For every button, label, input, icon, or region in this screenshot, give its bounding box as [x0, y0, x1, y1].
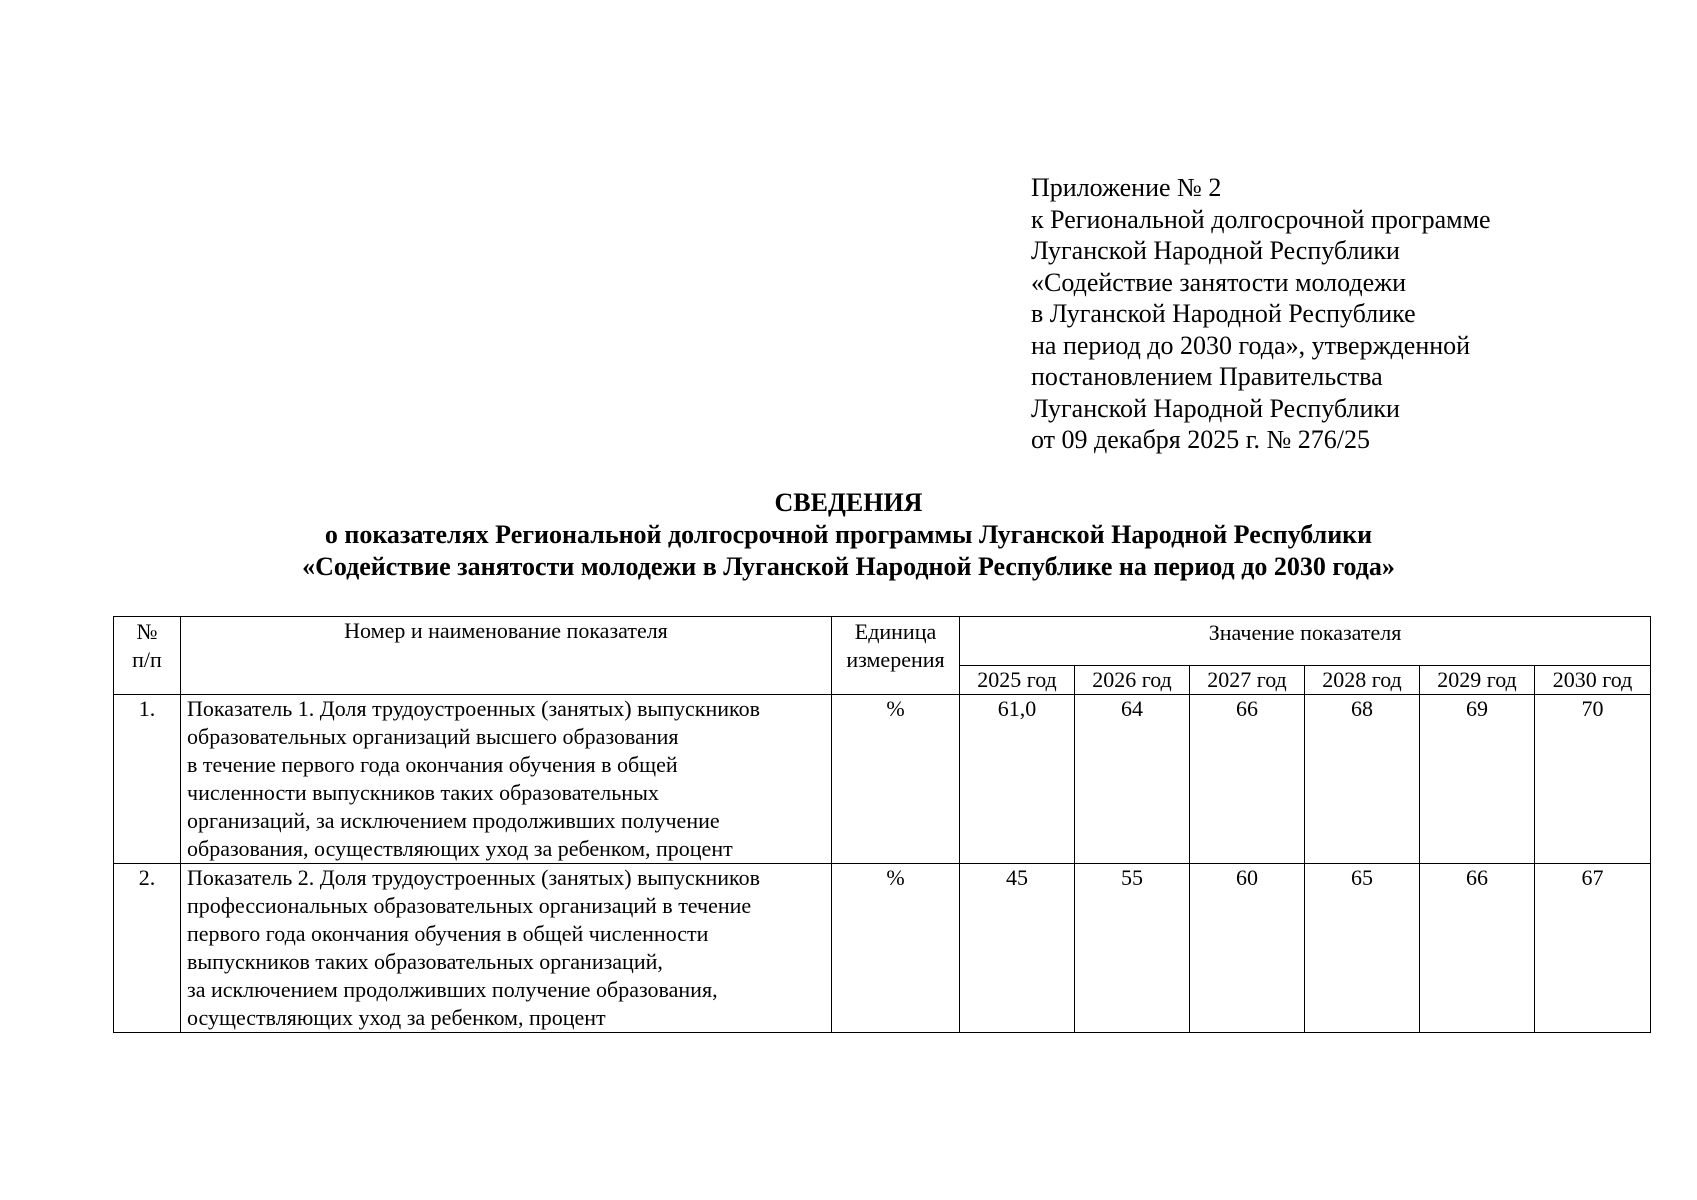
appendix-line: Луганской Народной Республики	[1031, 393, 1400, 423]
table-row	[114, 695, 1651, 864]
indicator-name-line: осуществляющих уход за ребенком, процент	[187, 1005, 606, 1030]
appendix-line: от 09 декабря 2025 г. № 276/25	[1031, 425, 1371, 454]
row-value-2029: 69	[1420, 695, 1535, 864]
header-year: 2027 год	[1190, 666, 1305, 695]
row-value-2025: 61,0	[960, 695, 1075, 864]
appendix-note	[1031, 172, 1491, 456]
document-subtitle-line: о показателях Региональной долгосрочной программы Луганской Народной Республики	[324, 520, 1373, 549]
row-value-2028: 65	[1305, 864, 1420, 1033]
indicator-name-line: Показатель 2. Доля трудоустроенных (занятых) выпускников	[187, 865, 760, 890]
header-year: 2026 год	[1075, 666, 1190, 695]
row-indicator-name	[181, 864, 832, 1033]
appendix-line: на период до 2030 года», утвержденной	[1031, 330, 1471, 360]
appendix-line: «Содействие занятости молодежи	[1031, 267, 1407, 297]
row-unit: %	[832, 695, 960, 864]
appendix-line: к Региональной долгосрочной программе	[1031, 204, 1491, 234]
indicator-name-line: образования, осуществляющих уход за ребенком, процент	[187, 836, 733, 861]
indicator-name-line: за исключением продолживших получение образования,	[187, 977, 718, 1002]
appendix-line: Приложение № 2	[1031, 173, 1222, 202]
row-value-2025: 45	[960, 864, 1075, 1033]
header-unit-line1: Единица	[854, 619, 937, 644]
row-value-2026: 55	[1075, 864, 1190, 1033]
header-year: 2025 год	[960, 666, 1075, 695]
indicator-name-line: выпускников таких образовательных организаций,	[187, 949, 663, 974]
row-value-2030: 70	[1535, 695, 1651, 864]
indicator-name-line: численности выпускников таких образовательных	[187, 780, 659, 805]
indicator-name-line: в течение первого года окончания обучения в общей	[187, 752, 678, 777]
header-number-line2: п/п	[132, 647, 162, 672]
header-number-line1: №	[136, 619, 158, 644]
indicator-name-line: профессиональных образовательных организаций в течение	[187, 893, 752, 918]
indicator-name-line: Показатель 1. Доля трудоустроенных (занятых) выпускников	[187, 696, 760, 721]
header-indicator-name: Номер и наименование показателя	[181, 617, 832, 695]
header-values-group: Значение показателя	[960, 617, 1651, 666]
document-heading	[0, 487, 1697, 583]
indicator-name-line: организаций, за исключением продолживших получение	[187, 808, 720, 833]
row-number: 2.	[114, 864, 181, 1033]
row-value-2028: 68	[1305, 695, 1420, 864]
row-number: 1.	[114, 695, 181, 864]
row-value-2026: 64	[1075, 695, 1190, 864]
table-header-row	[114, 617, 1651, 666]
table-row	[114, 864, 1651, 1033]
row-value-2030: 67	[1535, 864, 1651, 1033]
row-value-2027: 60	[1190, 864, 1305, 1033]
header-unit-line2: измерения	[846, 647, 945, 672]
indicator-name-line: первого года окончания обучения в общей численности	[187, 921, 709, 946]
indicator-name-line: образовательных организаций высшего образования	[187, 724, 679, 749]
row-unit: %	[832, 864, 960, 1033]
header-year: 2029 год	[1420, 666, 1535, 695]
row-value-2027: 66	[1190, 695, 1305, 864]
row-indicator-name	[181, 695, 832, 864]
header-year: 2028 год	[1305, 666, 1420, 695]
appendix-line: Луганской Народной Республики	[1031, 236, 1400, 265]
document-title: СВЕДЕНИЯ	[774, 488, 923, 517]
appendix-line: постановлением Правительства	[1031, 362, 1383, 391]
header-unit	[832, 617, 960, 695]
header-number	[114, 617, 181, 695]
indicators-table	[113, 616, 1651, 1033]
appendix-line: в Луганской Народной Республике	[1031, 299, 1416, 328]
document-subtitle-line: «Содействие занятости молодежи в Луганской Народной Республике на период до 2030 года»	[302, 552, 1395, 581]
header-year: 2030 год	[1535, 666, 1651, 695]
row-value-2029: 66	[1420, 864, 1535, 1033]
